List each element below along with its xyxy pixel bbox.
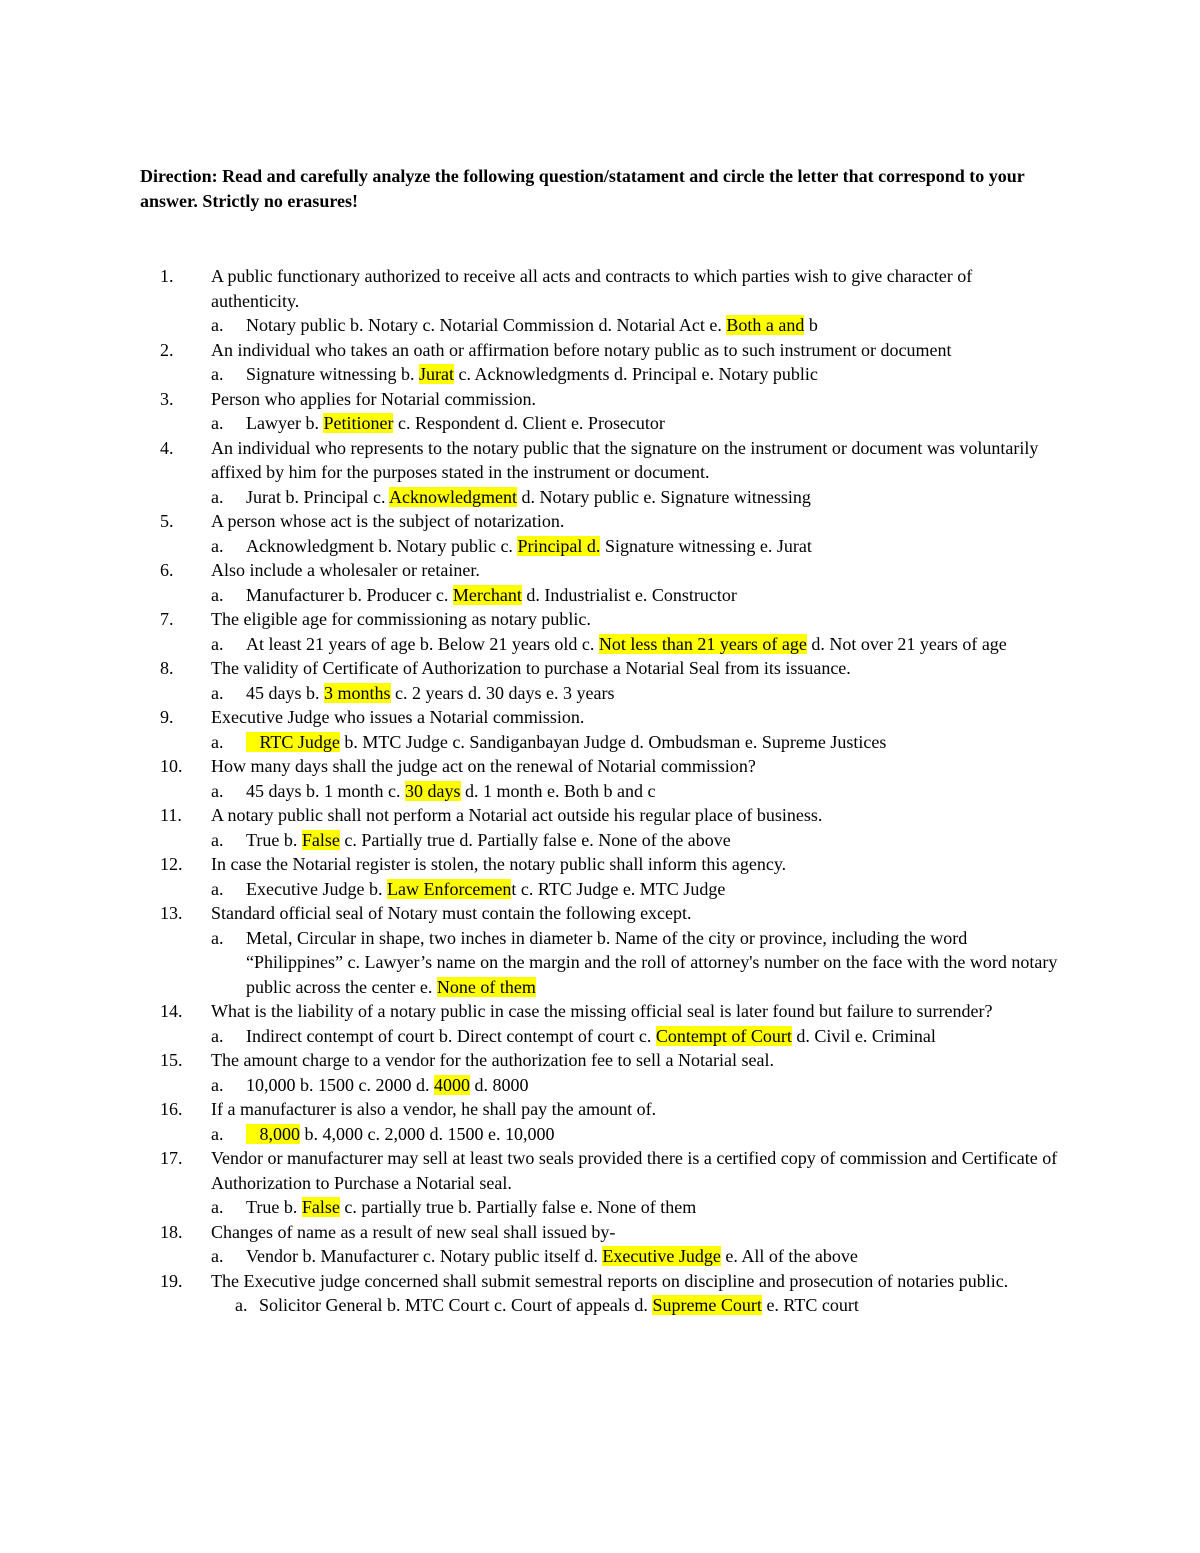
question-number: 2. bbox=[160, 339, 174, 360]
answer-options bbox=[160, 1073, 1060, 1098]
option-text-before: At least 21 years of age b. Below 21 years old c. bbox=[246, 633, 599, 654]
option-letter: a. bbox=[211, 633, 224, 654]
answer-options bbox=[160, 632, 1060, 657]
question-item bbox=[160, 803, 1060, 828]
answer-options bbox=[160, 779, 1060, 804]
answer-options bbox=[160, 411, 1060, 436]
option-text-before: Lawyer b. bbox=[246, 413, 324, 433]
option-text-after: c. Respondent d. Client e. Prosecutor bbox=[393, 413, 665, 433]
option-text bbox=[246, 1122, 1060, 1147]
question-item bbox=[160, 338, 1060, 363]
highlighted-answer: Executive Judge bbox=[602, 1246, 721, 1266]
question-number: 15. bbox=[160, 1050, 183, 1070]
option-letter: a. bbox=[211, 1074, 224, 1095]
question-number: 1. bbox=[160, 266, 174, 286]
question-text: Vendor or manufacturer may sell at least two seals provided there is a certified copy of commission and Certificate of Authorization to Purchase a Notarial seal. bbox=[211, 1148, 1058, 1193]
question-text: An individual who represents to the notary public that the signature on the instrument or document was voluntarily affixed by him for the purposes stated in the instrument or document. bbox=[211, 437, 1039, 482]
question-item bbox=[160, 264, 1060, 313]
option-text-before: 10,000 b. 1500 c. 2000 d. bbox=[246, 1074, 434, 1095]
option-text bbox=[246, 1244, 1060, 1269]
answer-options bbox=[160, 1195, 1060, 1220]
question-text: An individual who takes an oath or affirmation before notary public as to such instrument or document bbox=[211, 339, 952, 360]
option-letter: a. bbox=[211, 1197, 224, 1217]
question-number: 16. bbox=[160, 1099, 183, 1119]
option-letter: a. bbox=[211, 315, 224, 335]
question-text: Also include a wholesaler or retainer. bbox=[211, 560, 480, 580]
question-number: 3. bbox=[160, 388, 174, 409]
highlighted-answer: 8,000 bbox=[246, 1123, 300, 1144]
question-item bbox=[160, 1220, 1060, 1245]
option-text bbox=[246, 1073, 1060, 1098]
question-item bbox=[160, 901, 1060, 926]
option-text-after: t c. RTC Judge e. MTC Judge bbox=[511, 878, 726, 899]
option-text-after: Signature witnessing e. Jurat bbox=[600, 535, 812, 556]
question-item bbox=[160, 852, 1060, 877]
option-text bbox=[246, 411, 1060, 436]
question-text: The validity of Certificate of Authorization to purchase a Notarial Seal from its issuance. bbox=[211, 658, 851, 678]
option-letter: a. bbox=[211, 682, 224, 703]
highlighted-answer: RTC Judge bbox=[246, 731, 340, 752]
answer-options bbox=[160, 1293, 1060, 1318]
option-text bbox=[246, 730, 1060, 755]
option-letter: a. bbox=[211, 486, 224, 507]
option-letter: a. bbox=[211, 364, 224, 384]
highlighted-answer: Contempt of Court bbox=[655, 1025, 792, 1046]
option-text-before: True b. bbox=[246, 1197, 302, 1217]
option-text bbox=[246, 877, 1060, 902]
option-text bbox=[246, 779, 1060, 804]
question-number: 14. bbox=[160, 1001, 183, 1021]
option-letter: a. bbox=[211, 413, 224, 433]
question-text: The Executive judge concerned shall submit semestral reports on discipline and prosecution of notaries public. bbox=[211, 1270, 1009, 1291]
question-text: A notary public shall not perform a Notarial act outside his regular place of business. bbox=[211, 805, 823, 825]
highlighted-answer: Law Enforcemen bbox=[386, 878, 512, 899]
option-text bbox=[246, 926, 1060, 1000]
option-text-before: Vendor b. Manufacturer c. Notary public itself d. bbox=[246, 1246, 603, 1266]
option-text-before: Manufacturer b. Producer c. bbox=[246, 584, 453, 605]
highlighted-answer: 4000 bbox=[434, 1074, 470, 1095]
option-letter: a. bbox=[211, 780, 224, 801]
question-number: 19. bbox=[160, 1270, 183, 1291]
question-item bbox=[160, 1097, 1060, 1122]
option-text bbox=[246, 1024, 1060, 1049]
answer-options bbox=[160, 362, 1060, 387]
option-letter: a. bbox=[211, 731, 224, 752]
option-text-after: e. RTC court bbox=[761, 1295, 859, 1315]
answer-options bbox=[160, 1122, 1060, 1147]
option-text-after: c. Acknowledgments d. Principal e. Notary public bbox=[454, 364, 818, 384]
option-text-after: b. MTC Judge c. Sandiganbayan Judge d. Ombudsman e. Supreme Justices bbox=[339, 731, 887, 752]
question-number: 13. bbox=[160, 903, 183, 923]
highlighted-answer: None of them bbox=[436, 976, 536, 997]
question-item bbox=[160, 1146, 1060, 1195]
highlighted-answer: Principal d. bbox=[517, 535, 601, 556]
option-text bbox=[246, 1195, 1060, 1220]
question-text: If a manufacturer is also a vendor, he shall pay the amount of. bbox=[211, 1099, 657, 1119]
option-text bbox=[259, 1293, 1060, 1318]
question-item bbox=[160, 999, 1060, 1024]
question-number: 7. bbox=[160, 609, 174, 629]
answer-options bbox=[160, 1024, 1060, 1049]
question-item bbox=[160, 558, 1060, 583]
question-item bbox=[160, 387, 1060, 412]
highlighted-answer: False bbox=[301, 1197, 340, 1217]
question-item bbox=[160, 1269, 1060, 1294]
question-text: What is the liability of a notary public in case the missing official seal is later found but failure to surrender? bbox=[211, 1001, 993, 1021]
option-letter: a. bbox=[211, 1025, 224, 1046]
option-letter: a. bbox=[211, 1123, 224, 1144]
option-letter: a. bbox=[211, 829, 224, 850]
question-number: 11. bbox=[160, 805, 182, 825]
option-text-before: Solicitor General b. MTC Court c. Court of appeals d. bbox=[259, 1295, 653, 1315]
highlighted-answer: Supreme Court bbox=[652, 1295, 762, 1315]
answer-options bbox=[160, 583, 1060, 608]
question-item bbox=[160, 607, 1060, 632]
option-text-before: Indirect contempt of court b. Direct contempt of court c. bbox=[246, 1025, 656, 1046]
option-text-after: d. 8000 bbox=[470, 1074, 529, 1095]
highlighted-answer: False bbox=[301, 829, 340, 850]
option-letter: a. bbox=[211, 878, 224, 899]
option-text-before: Metal, Circular in shape, two inches in diameter b. Name of the city or province, including the word “Philippines” c. Lawyer’s name on the margin and the roll of attorney's number on the face with the word notary public across the center e. bbox=[246, 927, 1058, 997]
option-text-before: True b. bbox=[246, 829, 302, 850]
question-item bbox=[160, 754, 1060, 779]
direction-text: Direction: Read and carefully analyze the following question/statament and circle the letter that correspond to your answer. Strictly no erasures! bbox=[140, 166, 1025, 211]
answer-options bbox=[160, 313, 1060, 338]
question-number: 9. bbox=[160, 707, 174, 727]
option-text bbox=[246, 583, 1060, 608]
option-text-after: b. 4,000 c. 2,000 d. 1500 e. 10,000 bbox=[300, 1123, 555, 1144]
answer-options bbox=[160, 681, 1060, 706]
question-text: In case the Notarial register is stolen, the notary public shall inform this agency. bbox=[211, 854, 787, 874]
question-number: 6. bbox=[160, 560, 174, 580]
option-text-after: c. partially true b. Partially false e. None of them bbox=[339, 1197, 697, 1217]
option-text-before: 45 days b. bbox=[246, 682, 324, 703]
option-letter: a. bbox=[211, 584, 224, 605]
answer-options bbox=[160, 828, 1060, 853]
option-letter: a. bbox=[235, 1295, 248, 1315]
option-text-before: 45 days b. 1 month c. bbox=[246, 780, 405, 801]
question-text: Changes of name as a result of new seal shall issued by- bbox=[211, 1221, 616, 1242]
question-text: Person who applies for Notarial commission. bbox=[211, 388, 536, 409]
option-text-before: Executive Judge b. bbox=[246, 878, 387, 899]
option-text-after: d. Not over 21 years of age bbox=[806, 633, 1007, 654]
answer-options bbox=[160, 877, 1060, 902]
highlighted-answer: Jurat bbox=[419, 364, 454, 384]
highlighted-answer: 3 months bbox=[324, 682, 391, 703]
option-text bbox=[246, 828, 1060, 853]
option-text-after: d. Civil e. Criminal bbox=[791, 1025, 936, 1046]
question-number: 8. bbox=[160, 658, 174, 678]
question-number: 18. bbox=[160, 1221, 183, 1242]
option-text-after: b bbox=[804, 315, 818, 335]
option-text bbox=[246, 534, 1060, 559]
question-item bbox=[160, 656, 1060, 681]
question-number: 10. bbox=[160, 756, 183, 776]
option-text bbox=[246, 681, 1060, 706]
highlighted-answer: Petitioner bbox=[323, 413, 394, 433]
option-text bbox=[246, 632, 1060, 657]
question-text: The eligible age for commissioning as notary public. bbox=[211, 609, 591, 629]
question-text: The amount charge to a vendor for the authorization fee to sell a Notarial seal. bbox=[211, 1050, 774, 1070]
question-text: Standard official seal of Notary must contain the following except. bbox=[211, 903, 692, 923]
option-text bbox=[246, 313, 1060, 338]
highlighted-answer: Not less than 21 years of age bbox=[598, 633, 807, 654]
question-number: 12. bbox=[160, 854, 183, 874]
option-text-after: e. All of the above bbox=[720, 1246, 858, 1266]
option-text bbox=[246, 485, 1060, 510]
question-item bbox=[160, 1048, 1060, 1073]
answer-options bbox=[160, 730, 1060, 755]
question-number: 17. bbox=[160, 1148, 183, 1168]
question-item bbox=[160, 705, 1060, 730]
question-number: 5. bbox=[160, 511, 174, 531]
option-letter: a. bbox=[211, 535, 224, 556]
question-text: A person whose act is the subject of notarization. bbox=[211, 511, 565, 531]
answer-options bbox=[160, 485, 1060, 510]
highlighted-answer: Both a and bbox=[726, 315, 805, 335]
question-number: 4. bbox=[160, 437, 174, 458]
option-letter: a. bbox=[211, 927, 224, 948]
option-text-before: Acknowledgment b. Notary public c. bbox=[246, 535, 518, 556]
option-text-before: Jurat b. Principal c. bbox=[246, 486, 389, 507]
option-text-after: d. 1 month e. Both b and c bbox=[460, 780, 656, 801]
question-item bbox=[160, 436, 1060, 485]
option-text bbox=[246, 362, 1060, 387]
option-text-before: Notary public b. Notary c. Notarial Commission d. Notarial Act e. bbox=[246, 315, 727, 335]
answer-options bbox=[160, 926, 1060, 1000]
highlighted-answer: Acknowledgment bbox=[388, 486, 517, 507]
highlighted-answer: Merchant bbox=[452, 584, 522, 605]
question-text: A public functionary authorized to receive all acts and contracts to which parties wish to give character of authenticity. bbox=[211, 266, 973, 311]
option-text-after: c. Partially true d. Partially false e. None of the above bbox=[339, 829, 731, 850]
option-text-after: d. Industrialist e. Constructor bbox=[521, 584, 737, 605]
option-text-before: Signature witnessing b. bbox=[246, 364, 419, 384]
question-item bbox=[160, 509, 1060, 534]
question-text: How many days shall the judge act on the renewal of Notarial commission? bbox=[211, 756, 756, 776]
option-text-after: d. Notary public e. Signature witnessing bbox=[516, 486, 811, 507]
answer-options bbox=[160, 1244, 1060, 1269]
answer-options bbox=[160, 534, 1060, 559]
highlighted-answer: 30 days bbox=[405, 780, 461, 801]
question-list bbox=[160, 264, 1060, 1318]
option-letter: a. bbox=[211, 1246, 224, 1266]
option-text-after: c. 2 years d. 30 days e. 3 years bbox=[390, 682, 615, 703]
question-text: Executive Judge who issues a Notarial commission. bbox=[211, 707, 585, 727]
